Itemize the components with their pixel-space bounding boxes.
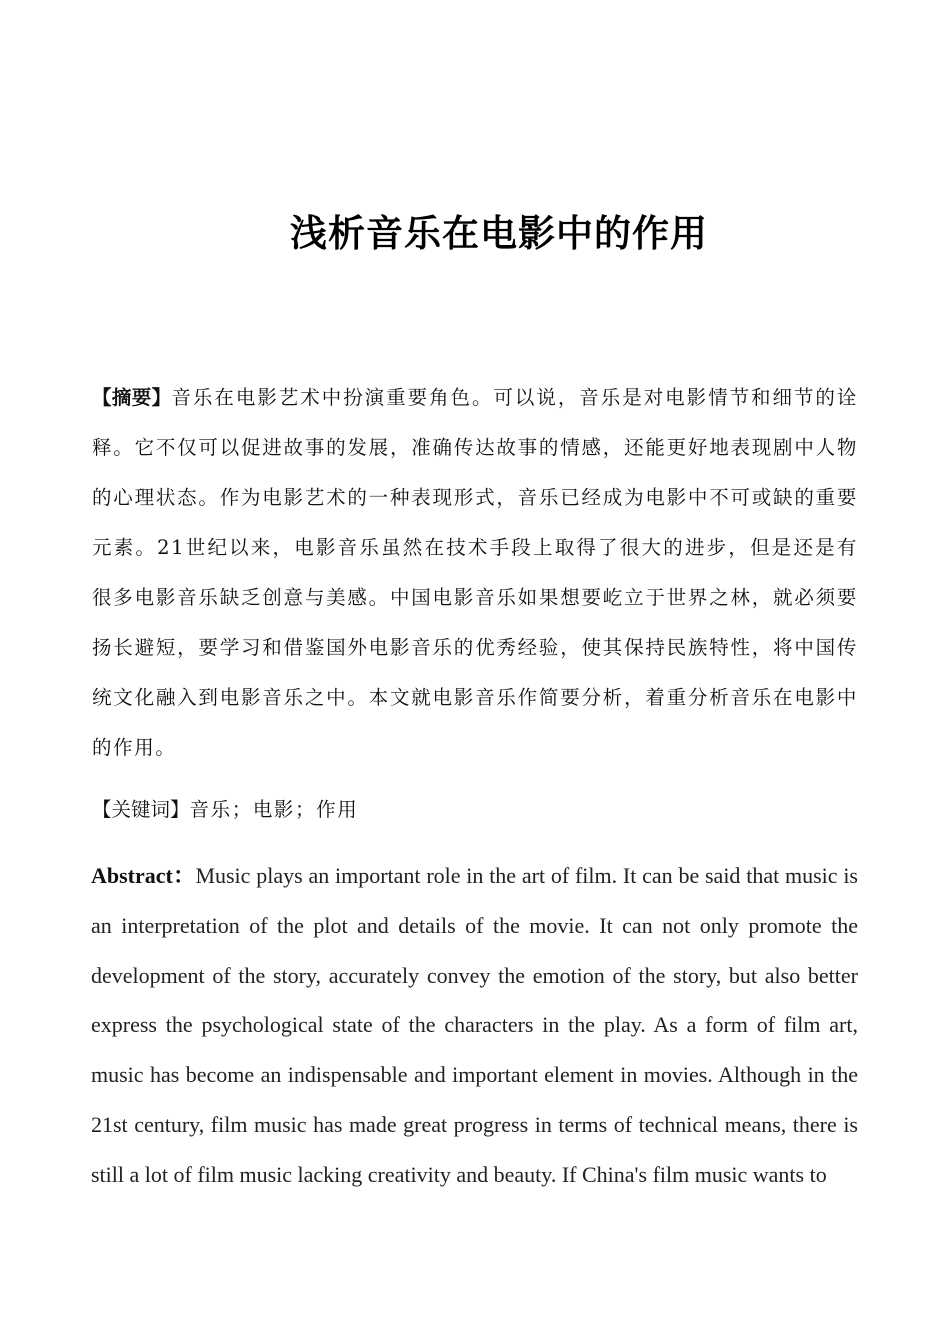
abstract-text: 音乐在电影艺术中扮演重要角色。可以说，音乐是对电影情节和细节的诠释。它不仅可以促进故事的发展，准确传达故事的情感，还能更好地表现剧中人物的心理状态。作为电影艺术的一种表现形式，音乐已经成为电影中不可或缺的重要元素。21世纪以来，电影音乐虽然在技术手段上取得了很大的进步，但是还是有很多电影音乐缺乏创意与美感。中国电影音乐如果想要屹立于世界之林，就必须要扬长避短，要学习和借鉴国外电影音乐的优秀经验，使其保持民族特性，将中国传统文化融入到电影音乐之中。本文就电影音乐作简要分析，着重分析音乐在电影中的作用。 xyxy=(92,386,858,759)
keywords-text: 音乐；电影；作用 xyxy=(189,798,359,821)
abstract-en-label: Abstract： xyxy=(91,863,196,888)
keywords-line xyxy=(92,790,858,830)
abstract-english xyxy=(91,851,858,1200)
paper-title: 浅析音乐在电影中的作用 xyxy=(290,212,708,255)
abstract-label: 【摘要】 xyxy=(92,386,172,409)
keywords-label: 【关键词】 xyxy=(92,798,190,821)
abstract-chinese xyxy=(92,373,858,773)
abstract-en-text: Music plays an important role in the art of film. It can be said that music is an interpretation of the plot and details of the movie. It can not only promote the development of the story, accurately convey the emotion of the story, but also better express the psychological state of the characters in the play. As a form of film art, music has become an indispensable and important element in movies. Although in the 21st century, film music has made great progress in terms of technical means, there is still a lot of film music lacking creativity and beauty. If China's film music wants to xyxy=(91,863,858,1187)
